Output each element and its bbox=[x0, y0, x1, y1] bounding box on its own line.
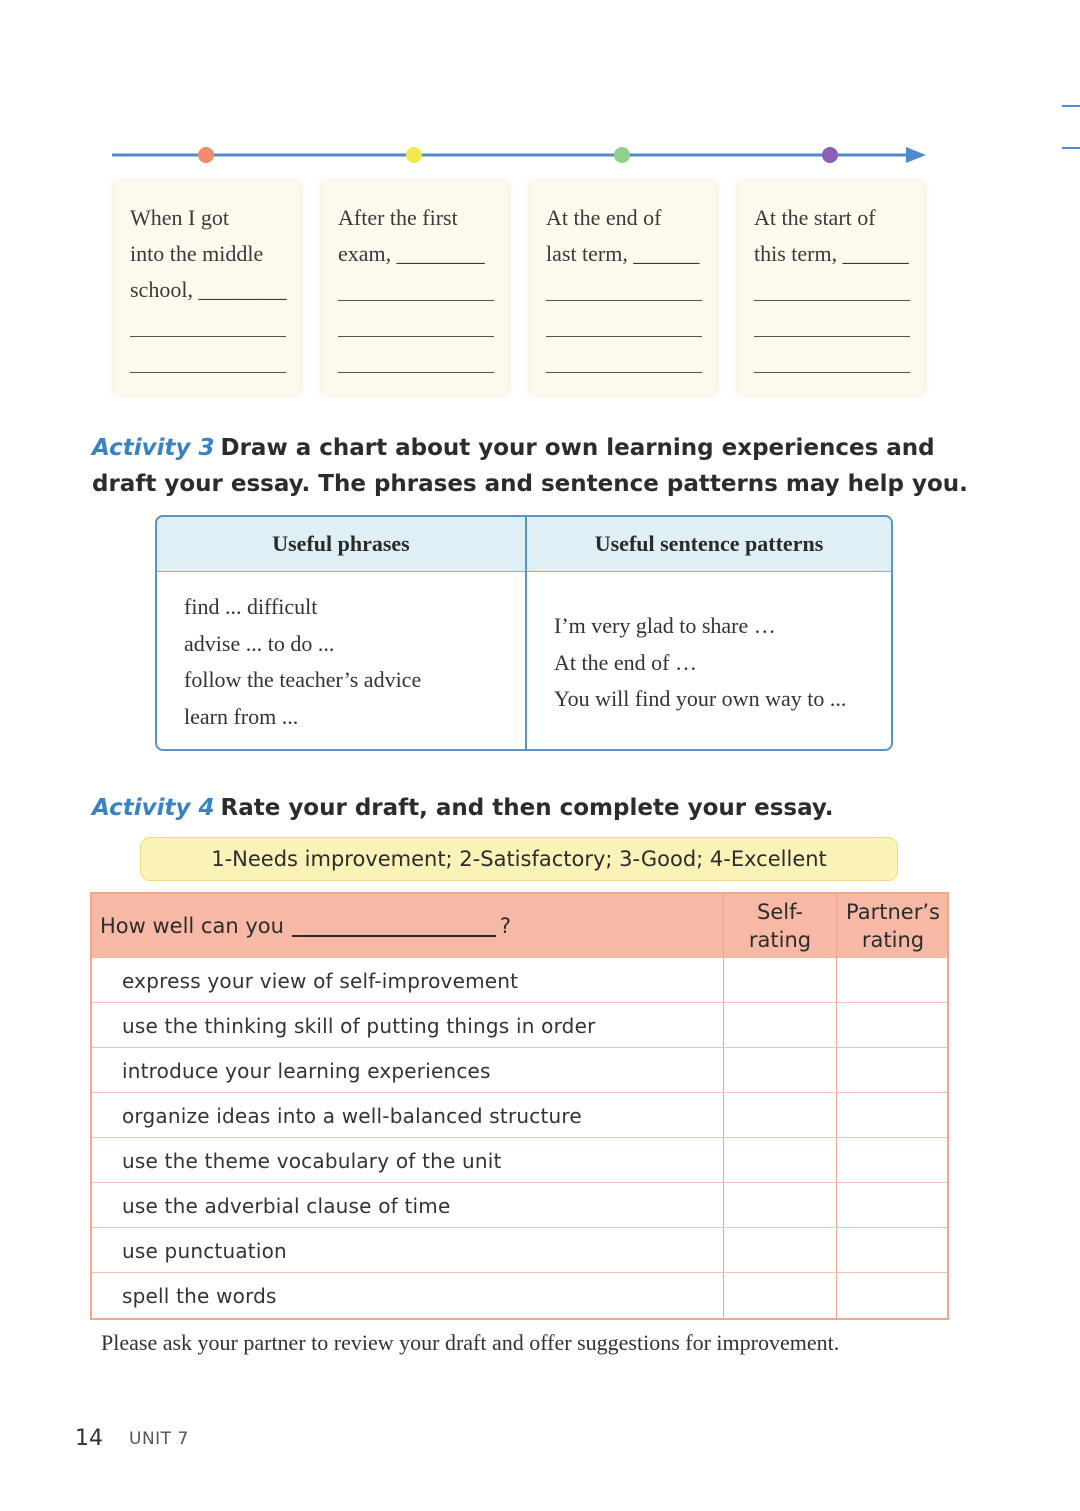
pattern-item: You will find your own way to ... bbox=[554, 686, 847, 711]
activity-label: Activity 3 bbox=[92, 435, 215, 461]
answer-line[interactable] bbox=[546, 300, 702, 301]
activity-4-heading bbox=[92, 790, 972, 826]
phrase-item: find ... difficult bbox=[184, 594, 318, 619]
skill-label: spell the words bbox=[122, 1283, 277, 1308]
partner-rating-header: Partner’s rating bbox=[846, 900, 940, 952]
timeline-box bbox=[322, 182, 508, 394]
skill-label: organize ideas into a well-balanced structure bbox=[122, 1103, 582, 1128]
rating-legend: 1-Needs improvement; 2-Satisfactory; 3-Good; 4-Excellent bbox=[140, 837, 898, 881]
timeline-text: last term, ______ bbox=[546, 241, 700, 266]
partner-rating-cell[interactable] bbox=[837, 1093, 947, 1138]
table-row bbox=[92, 1048, 947, 1093]
useful-expressions-table bbox=[155, 515, 893, 751]
answer-line[interactable] bbox=[130, 336, 286, 337]
phrase-item: follow the teacher’s advice bbox=[184, 667, 422, 692]
timeline-text: this term, ______ bbox=[754, 241, 909, 266]
timeline-dot bbox=[822, 147, 838, 163]
answer-line[interactable] bbox=[338, 372, 494, 373]
partner-rating-cell[interactable] bbox=[837, 1138, 947, 1183]
phrases-list bbox=[184, 589, 421, 735]
partner-rating-cell[interactable] bbox=[837, 1273, 947, 1318]
skill-label: use punctuation bbox=[122, 1238, 287, 1263]
timeline-box bbox=[114, 182, 300, 394]
pattern-item: At the end of … bbox=[554, 649, 697, 675]
page-number: 14 bbox=[75, 1426, 103, 1451]
self-rating-cell[interactable] bbox=[724, 1273, 836, 1318]
self-rating-cell[interactable] bbox=[724, 1183, 836, 1228]
patterns-header: Useful sentence patterns bbox=[527, 517, 891, 572]
table-row bbox=[92, 1138, 947, 1183]
phrases-header: Useful phrases bbox=[157, 517, 525, 572]
self-rating-cell[interactable] bbox=[724, 958, 836, 1003]
activity-label: Activity 4 bbox=[92, 795, 215, 821]
self-rating-cell[interactable] bbox=[724, 1093, 836, 1138]
timeline-text: exam, ________ bbox=[338, 241, 485, 266]
partner-rating-cell[interactable] bbox=[837, 958, 947, 1003]
unit-label: UNIT 7 bbox=[129, 1429, 189, 1449]
activity-3-heading bbox=[92, 430, 972, 502]
answer-line[interactable] bbox=[754, 336, 910, 337]
timeline-dot bbox=[406, 147, 422, 163]
timeline-arrow bbox=[0, 0, 1080, 200]
timeline-text: At the start of bbox=[754, 205, 876, 230]
timeline-text: into the middle bbox=[130, 241, 264, 266]
activity-instruction: Draw a chart about your own learning experiences and draft your essay. The phrases and sentence patterns may help you. bbox=[92, 435, 968, 497]
timeline-box bbox=[530, 182, 716, 394]
phrase-item: learn from ... bbox=[184, 703, 299, 729]
question-blank bbox=[292, 915, 496, 937]
skill-label: introduce your learning experiences bbox=[122, 1058, 491, 1083]
question-suffix: ? bbox=[499, 914, 512, 938]
footer-instruction: Please ask your partner to review your draft and offer suggestions for improvement. bbox=[101, 1330, 840, 1355]
skill-label: use the theme vocabulary of the unit bbox=[122, 1148, 502, 1173]
answer-line[interactable] bbox=[754, 300, 910, 301]
skill-label: use the adverbial clause of time bbox=[122, 1193, 451, 1218]
question-prefix: How well can you bbox=[100, 914, 284, 938]
table-row bbox=[92, 1093, 947, 1138]
timeline-dot bbox=[198, 147, 214, 163]
partner-rating-cell[interactable] bbox=[837, 1003, 947, 1048]
answer-line[interactable] bbox=[338, 336, 494, 337]
timeline-text: When I got bbox=[130, 205, 229, 230]
table-header-row bbox=[92, 894, 947, 958]
timeline-text: school, ________ bbox=[130, 277, 287, 302]
timeline-text: At the end of bbox=[546, 205, 662, 230]
table-row bbox=[92, 1183, 947, 1228]
skill-label: express your view of self-improvement bbox=[122, 968, 519, 993]
pattern-item: I’m very glad to share … bbox=[554, 613, 776, 638]
answer-line[interactable] bbox=[546, 336, 702, 337]
self-rating-header: Self- rating bbox=[748, 900, 812, 952]
timeline-dot bbox=[614, 147, 630, 163]
activity-instruction: Rate your draft, and then complete your essay. bbox=[220, 795, 834, 821]
timeline-box bbox=[738, 182, 924, 394]
answer-line[interactable] bbox=[754, 372, 910, 373]
self-rating-cell[interactable] bbox=[724, 1003, 836, 1048]
answer-line[interactable] bbox=[130, 372, 286, 373]
partner-rating-cell[interactable] bbox=[837, 1048, 947, 1093]
self-rating-cell[interactable] bbox=[724, 1138, 836, 1183]
table-row bbox=[92, 1003, 947, 1048]
timeline-text: After the first bbox=[338, 205, 458, 230]
column-divider bbox=[525, 517, 527, 749]
partner-rating-cell[interactable] bbox=[837, 1228, 947, 1273]
table-row bbox=[92, 958, 947, 1003]
table-row bbox=[92, 1228, 947, 1273]
question-header bbox=[100, 894, 511, 958]
table-row bbox=[92, 1273, 947, 1318]
self-assessment-table bbox=[90, 892, 949, 1320]
self-rating-cell[interactable] bbox=[724, 1048, 836, 1093]
partner-rating-cell[interactable] bbox=[837, 1183, 947, 1228]
answer-line[interactable] bbox=[546, 372, 702, 373]
answer-line[interactable] bbox=[338, 300, 494, 301]
phrase-item: advise ... to do ... bbox=[184, 630, 335, 656]
self-rating-cell[interactable] bbox=[724, 1228, 836, 1273]
patterns-list bbox=[554, 608, 846, 718]
skill-label: use the thinking skill of putting things in order bbox=[122, 1013, 596, 1038]
